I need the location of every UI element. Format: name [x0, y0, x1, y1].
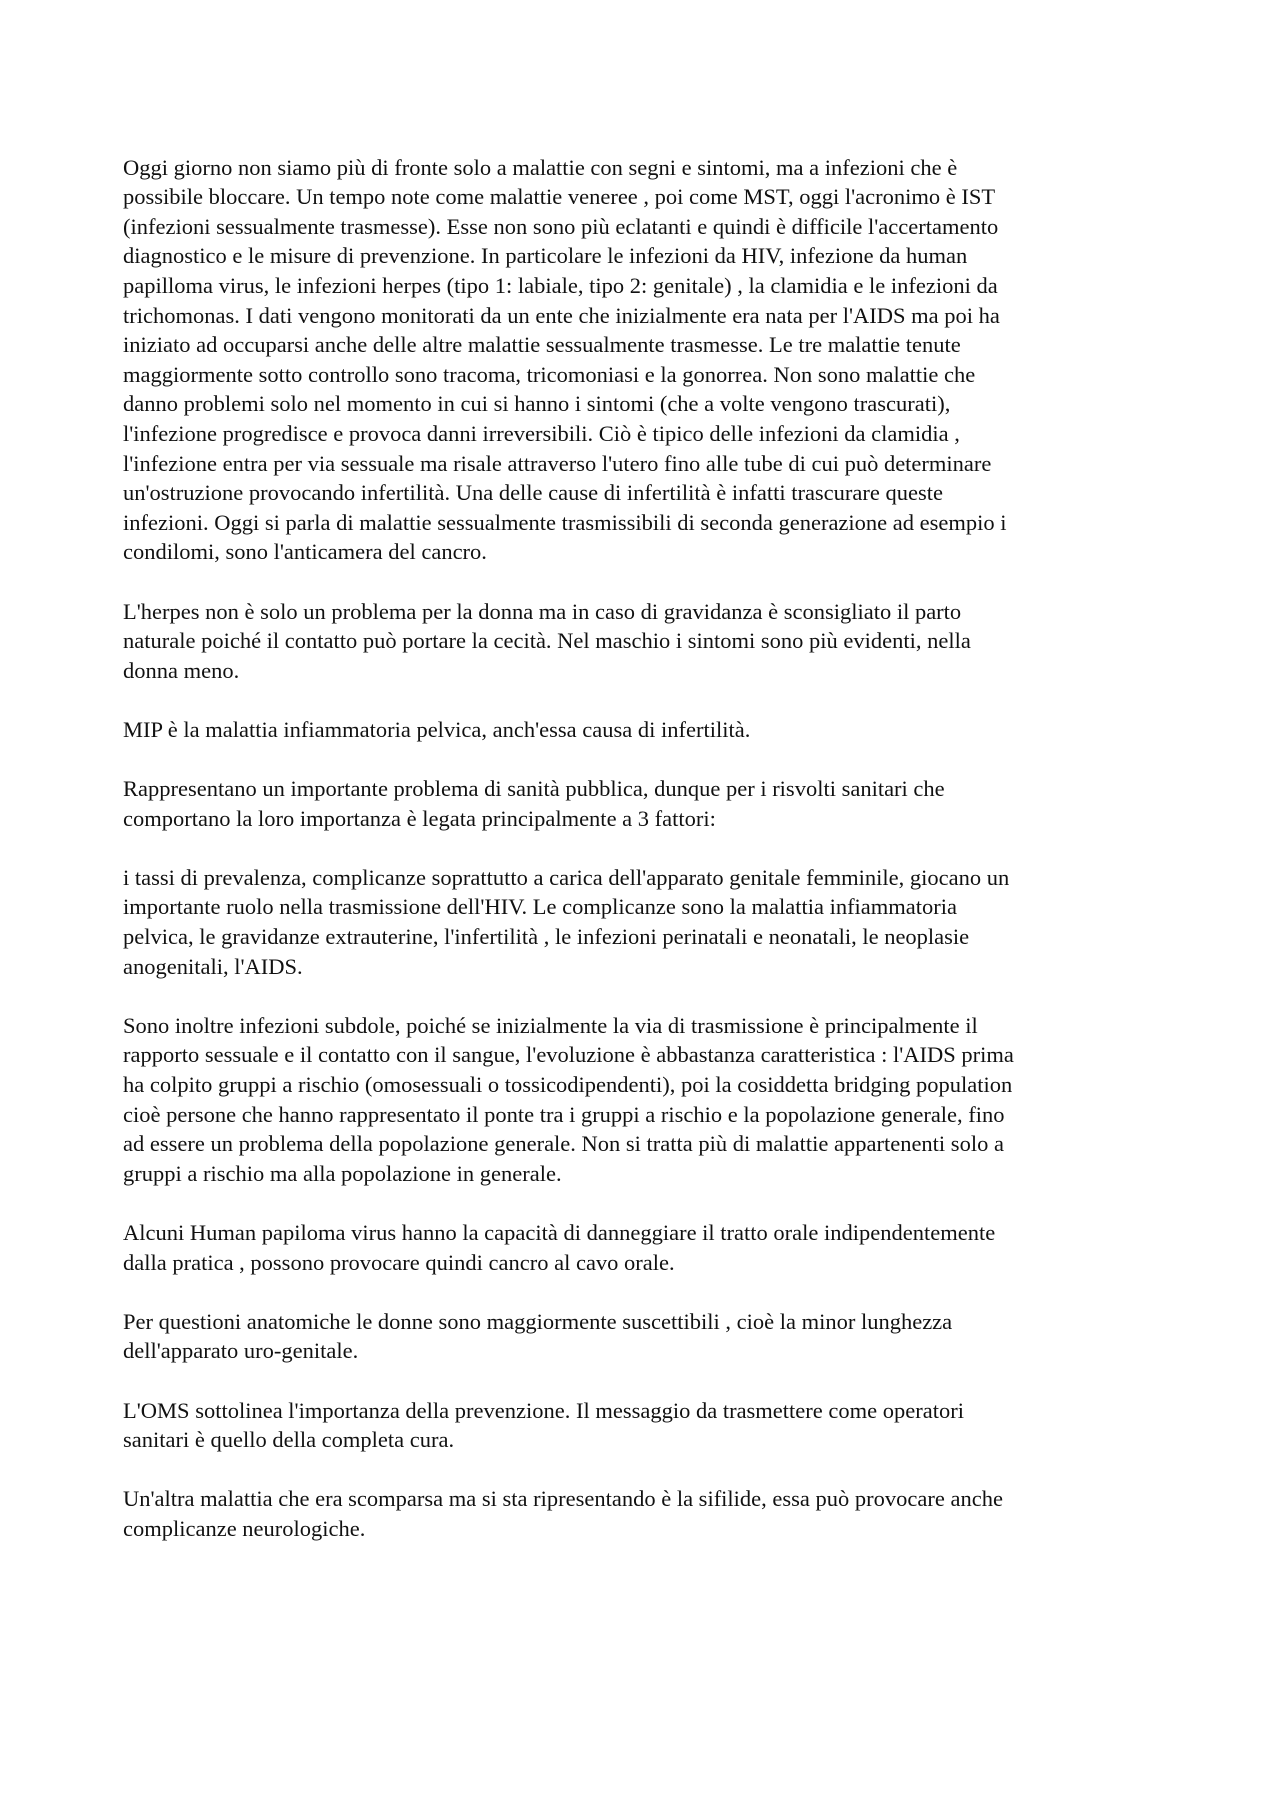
paragraph-ist-overview: Oggi giorno non siamo più di fronte solo a malattie con segni e sintomi, ma a infezioni che è possibile bloccare. Un tempo note come malattie veneree , poi come MST, oggi l'acronimo è IST (infezioni sessualmente trasmesse). Esse non sono più eclatanti e quindi è difficile l'accertamento diagnostico e le misure di prevenzione. In particolare le infezioni da HIV, infezione da human papilloma virus, le infezioni herpes (tipo 1: labiale, tipo 2: genitale) , la clamidia e le infezioni da trichomonas. I dati vengono monitorati da un ente che inizialmente era nata per l'AIDS ma poi ha iniziato ad occuparsi anche delle altre malattie sessualmente trasmesse. Le tre malattie tenute maggiormente sotto controllo sono tracoma, tricomoniasi e la gonorrea. Non sono malattie che danno problemi solo nel momento in cui si hanno i sintomi (che a volte vengono trascurati), l'infezione progredisce e provoca danni irreversibili. Ciò è tipico delle infezioni da clamidia , l'infezione entra per via sessuale ma risale attraverso l'utero fino alle tube di cui può determinare un'ostruzione provocando infertilità. Una delle cause di infertilità è infatti trascurare queste infezioni. Oggi si parla di malattie sessualmente trasmissibili di seconda generazione ad esempio i condilomi, sono l'anticamera del cancro. [123, 154, 1007, 565]
paragraph-complications: i tassi di prevalenza, complicanze soprattutto a carica dell'apparato genitale femminile, giocano un importante ruolo nella trasmissione dell'HIV. Le complicanze sono la malattia infiammatoria pelvica, le gravidanze extrauterine, l'infertilità , le infezioni perinatali e neonatali, le neoplasie anogenitali, l'AIDS. [123, 864, 1010, 979]
paragraph-public-health: Rappresentano un importante problema di sanità pubblica, dunque per i risvolti sanitari che comportano la loro importanza è legata principalmente a 3 fattori: [123, 776, 945, 831]
paragraph-sifilide: Un'altra malattia che era scomparsa ma si sta ripresentando è la sifilide, essa può provocare anche complicanze neurologiche. [123, 1486, 1003, 1541]
paragraph-oms: L'OMS sottolinea l'importanza della prevenzione. Il messaggio da trasmettere come operatori sanitari è quello della completa cura. [123, 1397, 964, 1453]
document-body [123, 123, 1168, 1573]
paragraph-mip: MIP è la malattia infiammatoria pelvica, anch'essa causa di infertilità. [123, 716, 751, 742]
paragraph-hpv-oral: Alcuni Human papiloma virus hanno la capacità di danneggiare il tratto orale indipendentemente dalla pratica , possono provocare quindi cancro al cavo orale. [123, 1219, 996, 1275]
paragraph-transmission: Sono inoltre infezioni subdole, poiché se inizialmente la via di trasmissione è principalmente il rapporto sessuale e il contatto con il sangue, l'evoluzione è abbastanza caratteristica : l'AIDS prima ha colpito gruppi a rischio (omosessuali o tossicodipendenti), poi la cosiddetta bridging population cioè persone che hanno rappresentato il ponte tra i gruppi a rischio e la popolazione generale, fino ad essere un problema della popolazione generale. Non si tratta più di malattie appartenenti solo a gruppi a rischio ma alla popolazione in generale. [123, 1012, 1014, 1186]
paragraph-herpes: L'herpes non è solo un problema per la donna ma in caso di gravidanza è sconsigliato il parto naturale poiché il contatto può portare la cecità. Nel maschio i sintomi sono più evidenti, nella donna meno. [123, 598, 971, 683]
paragraph-women-susceptibility: Per questioni anatomiche le donne sono maggiormente suscettibili , cioè la minor lunghezza dell'apparato uro-genitale. [123, 1308, 953, 1364]
